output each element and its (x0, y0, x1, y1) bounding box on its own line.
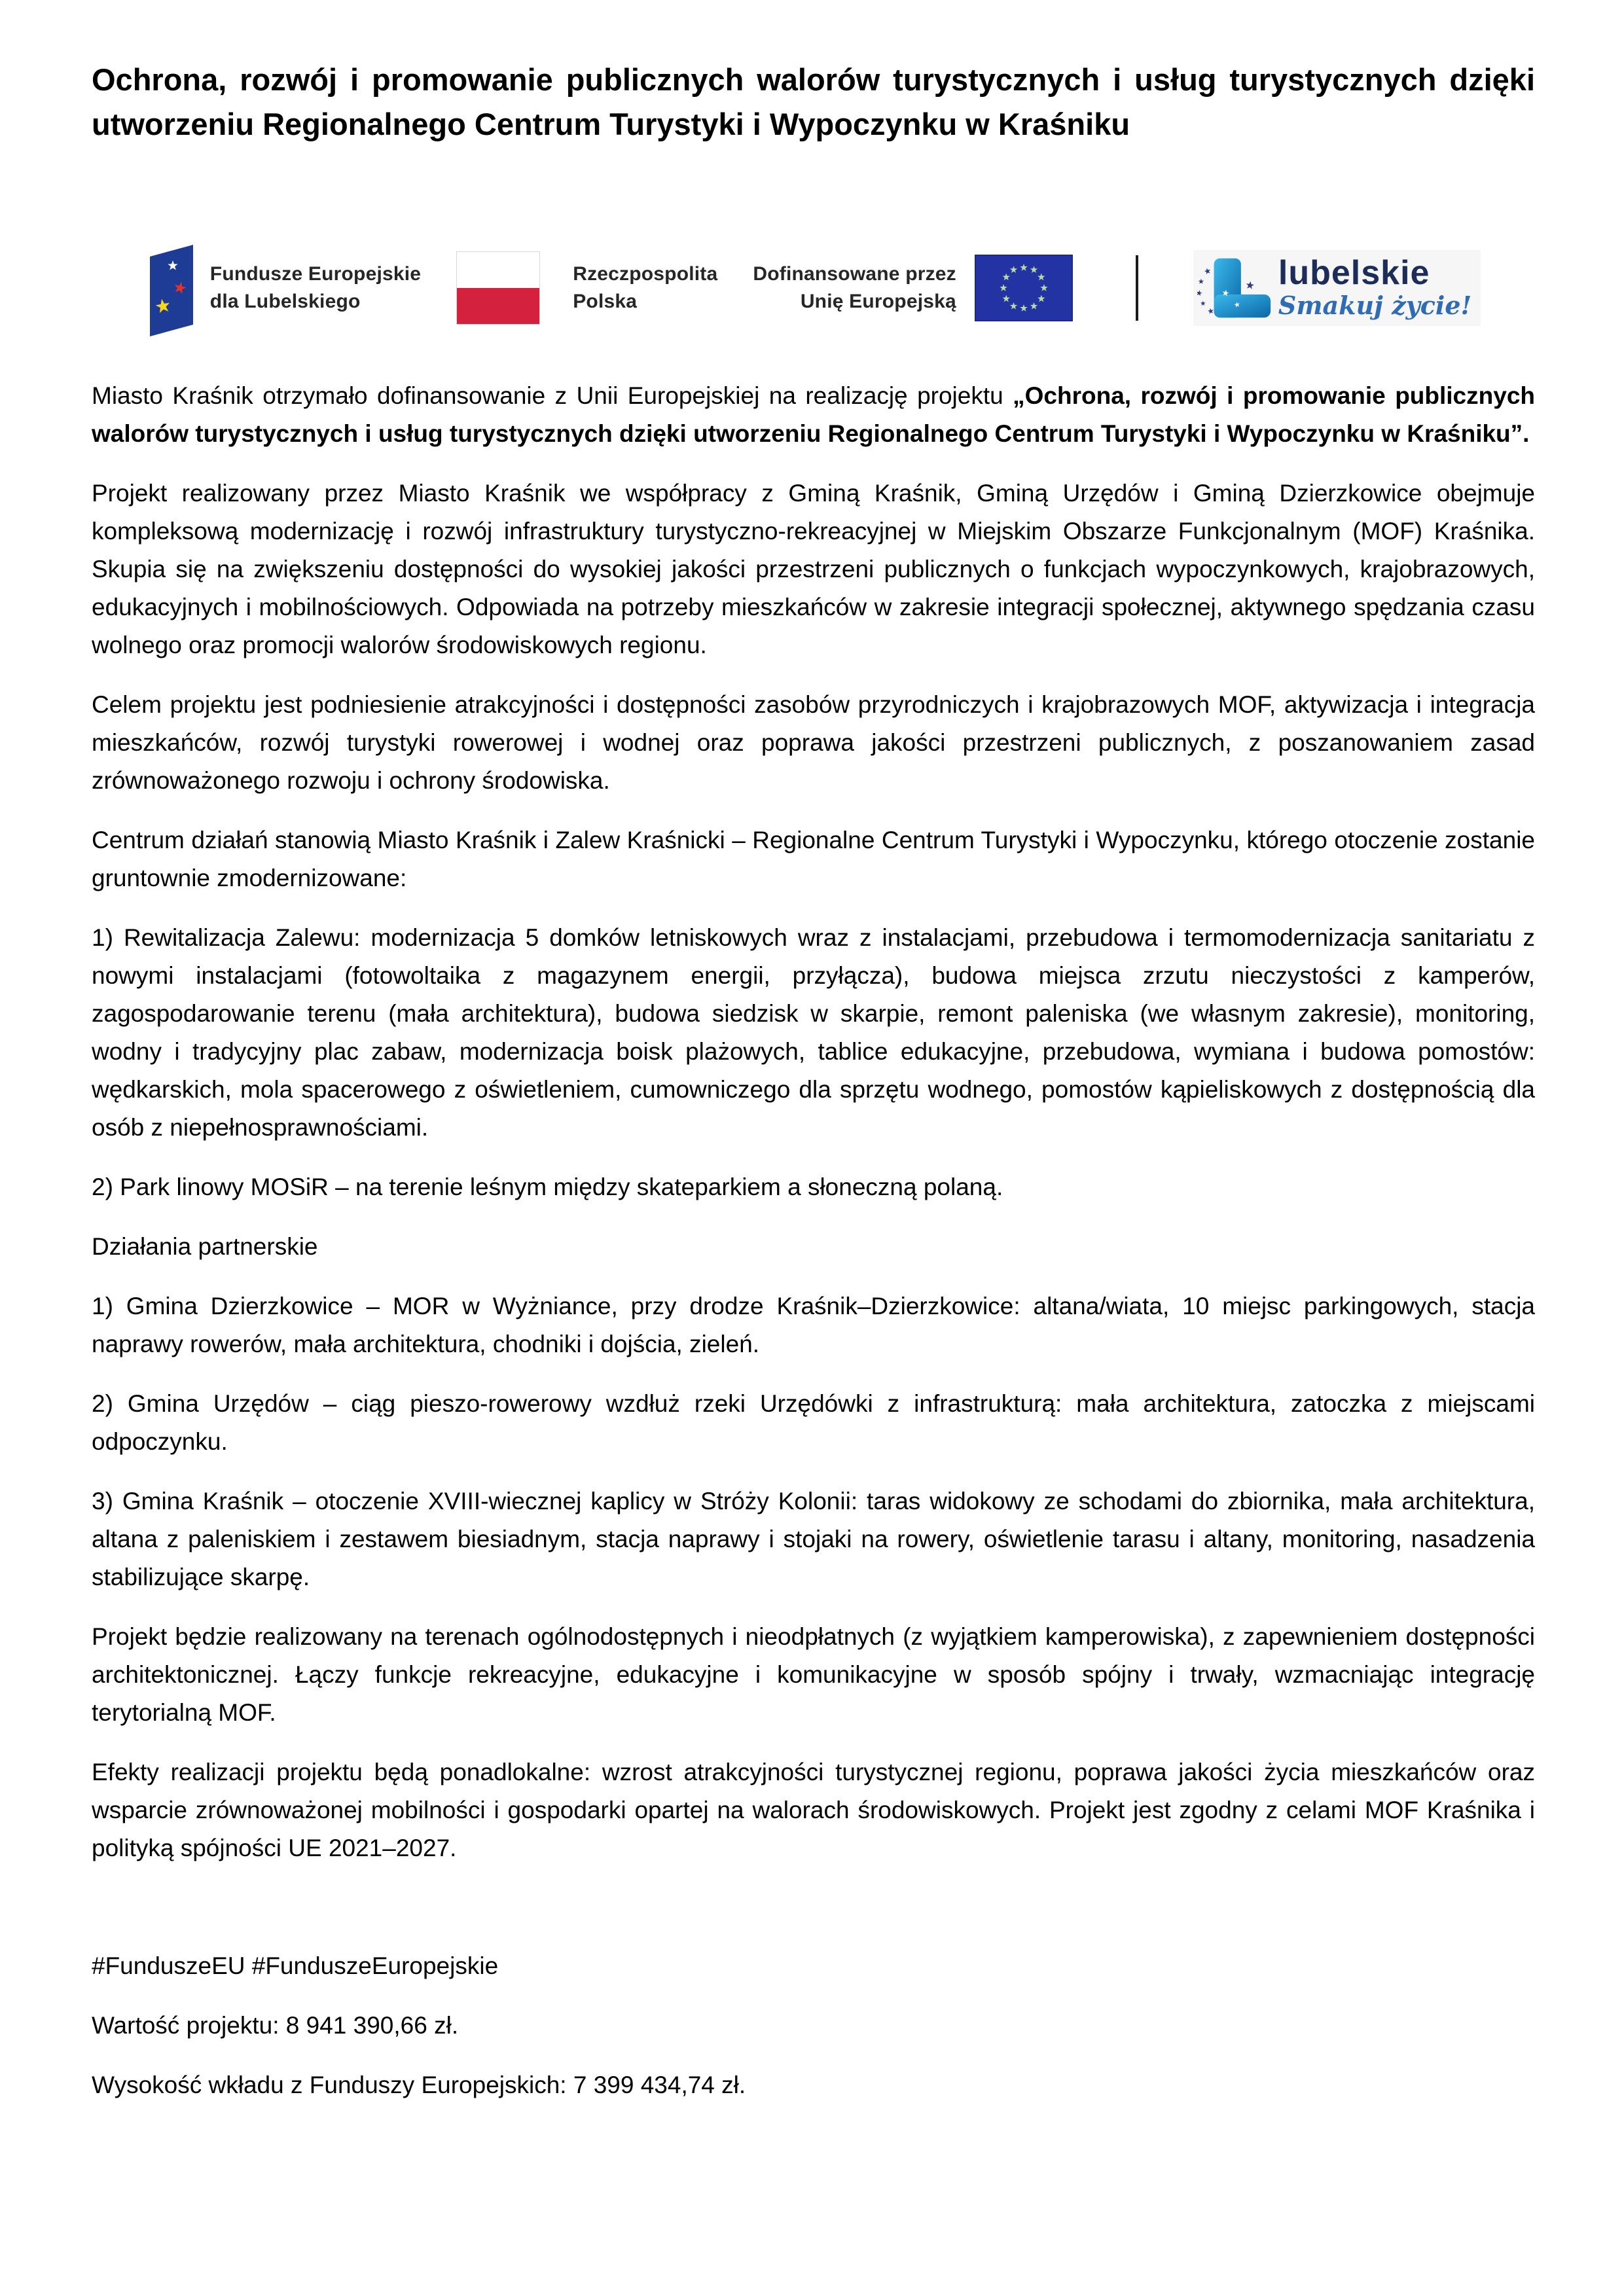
paragraph-item-2-park-linowy: 2) Park linowy MOSiR – na terenie leśnym między skateparkiem a słoneczną polaną. (92, 1174, 1003, 1200)
poland-flag-white-stripe (457, 252, 539, 288)
poland-label-line2: Polska (573, 291, 638, 312)
eu-flag-icon (975, 255, 1073, 321)
paragraph-accessibility: Projekt będzie realizowany na terenach ogólnodostępnych i nieodpłatnych (z wyjątkiem kamperowiska), z zapewnieniem dostępności architektonicznej. Łączy funkcje rekreacyjne, edukacyjne i komunikacyjne w sposób spójny i trwały, wzmacniając integrację terytorialną MOF. (92, 1623, 1535, 1726)
poland-flag-icon (456, 251, 540, 325)
lubelskie-l-icon (1197, 255, 1274, 321)
lubelskie-tagline: Smakuj życie! (1278, 291, 1472, 320)
eu-cofunded-label-line2: Unię Europejską (800, 291, 956, 312)
paragraph-partner-2-urzedow: 2) Gmina Urzędów – ciąg pieszo-rowerowy wzdłuż rzeki Urzędówki z infrastrukturą: mała architektura, zatoczka z miejscami odpoczynku. (92, 1390, 1535, 1455)
eu-funds-logo (146, 240, 421, 336)
paragraph-partner-actions-heading: Działania partnerskie (92, 1233, 318, 1260)
eu-cofunded-logo (753, 255, 1073, 321)
paragraphs (92, 475, 1535, 2104)
paragraph-project-overview: Projekt realizowany przez Miasto Kraśnik we współpracy z Gminą Kraśnik, Gminą Urzędów i Gminą Dzierzkowice obejmuje kompleksową modernizację i rozwój infrastruktury turystyczno-rekreacyjnej w Miejskim Obszarze Funkcjonalnym (MOF) Kraśnika. Skupia się na zwiększeniu dostępności do wysokiej jakości przestrzeni publicznych o funkcjach wypoczynkowych, krajobrazowych, edukacyjnych i mobilnościowych. Odpowiada na potrzeby mieszkańców w zakresie integracji społecznej, aktywnego spędzania czasu wolnego oraz promocji walorów środowiskowych regionu. (92, 480, 1535, 658)
eu-cofunded-label (753, 260, 956, 315)
poland-label-line1: Rzeczpospolita (573, 263, 718, 285)
logo-separator (1136, 255, 1138, 321)
eu-funds-flag-icon (146, 240, 193, 336)
paragraph-project-goal: Celem projektu jest podniesienie atrakcyjności i dostępności zasobów przyrodniczych i krajobrazowych MOF, aktywizacja i integracja mieszkańców, rozwój turystyki rowerowej i wodnej oraz poprawa jakości przestrzeni publicznych, z poszanowaniem zasad zrównoważonego rozwoju i ochrony środowiska. (92, 691, 1535, 794)
paragraph-item-1-zalew: 1) Rewitalizacja Zalewu: modernizacja 5 domków letniskowych wraz z instalacjami, przebudowa i termomodernizacja sanitariatu z nowymi instalacjami (fotowoltaika z magazynem energii, przyłącza), budowa miejsca zrzutu nieczystości z kamperów, zagospodarowanie terenu (mała architektura), budowa siedzisk w skarpie, remont paleniska (we własnym zakresie), monitoring, wodny i tradycyjny plac zabaw, modernizacja boisk plażowych, tablice edukacyjne, przebudowa, wymiana i budowa pomostów: wędkarskich, mola spacerowego z oświetleniem, cumowniczego dla sprzętu wodnego, pomostów kąpieliskowych z dostępnością dla osób z niepełnosprawnościami. (92, 924, 1535, 1141)
page-title: Ochrona, rozwój i promowanie publicznych walorów turystycznych i usług turystycznych dzięki utworzeniu Regionalnego Centrum Turystyki i Wypoczynku w Kraśniku (92, 62, 1535, 141)
funding-logos-strip (92, 237, 1535, 339)
lubelskie-logo (1193, 250, 1481, 326)
paragraph-partner-3-krasnik: 3) Gmina Kraśnik – otoczenie XVIII-wiecznej kaplicy w Stróży Kolonii: taras widokowy ze schodami do zbiornika, mała architektura, altana z paleniskiem i zestawem biesiadnym, stacja naprawy i stojaki na rowery, oświetlenie tarasu i altany, monitoring, nasadzenia stabilizujące skarpę. (92, 1488, 1535, 1590)
document-body (92, 377, 1535, 2104)
poland-label (573, 260, 717, 315)
eu-cofunded-label-line1: Dofinansowane przez (753, 263, 956, 285)
eu-funds-label-line2: dla Lubelskiego (209, 291, 361, 312)
paragraph-project-value: Wartość projektu: 8 941 390,66 zł. (92, 2012, 459, 2039)
lubelskie-name: lubelskie (1278, 254, 1430, 292)
eu-funds-label (210, 260, 421, 315)
paragraph-centre-of-actions: Centrum działań stanowią Miasto Kraśnik i Zalew Kraśnicki – Regionalne Centrum Turystyki i Wypoczynku, którego otoczenie zostanie gruntownie zmodernizowane: (92, 827, 1535, 891)
poland-logo (456, 251, 717, 325)
paragraph-eu-contribution: Wysokość wkładu z Funduszy Europejskich: 7 399 434,74 zł. (92, 2072, 746, 2098)
paragraph-intro-regular: Miasto Kraśnik otrzymało dofinansowanie z Unii Europejskiej na realizację projektu (92, 382, 1013, 409)
poland-flag-red-stripe (457, 288, 539, 324)
lubelskie-wordmark (1278, 256, 1471, 320)
paragraph-effects: Efekty realizacji projektu będą ponadlokalne: wzrost atrakcyjności turystycznej regionu, poprawa jakości życia mieszkańców oraz wsparcie zrównoważonej mobilności i gospodarki opartej na walorach środowiskowych. Projekt jest zgodny z celami MOF Kraśnika i polityką spójności UE 2021–2027. (92, 1759, 1535, 1861)
eu-funds-label-line1: Fundusze Europejskie (209, 263, 422, 285)
paragraph-hashtags: #FunduszeEU #FunduszeEuropejskie (92, 1952, 499, 1979)
paragraph-partner-1-dzierzkowice: 1) Gmina Dzierzkowice – MOR w Wyżniance, przy drodze Kraśnik–Dzierzkowice: altana/wiata, 10 miejsc parkingowych, stacja naprawy rowerów, mała architektura, chodniki i dojścia, zieleń. (92, 1293, 1535, 1357)
paragraph-intro-bold: „Ochrona, rozwój i promowanie publicznych walorów turystycznych i usług turystycznych dzięki utworzeniu Regionalnego Centrum Turystyki i Wypoczynku w Kraśniku”. (92, 382, 1535, 447)
paragraph-intro (92, 377, 1535, 453)
